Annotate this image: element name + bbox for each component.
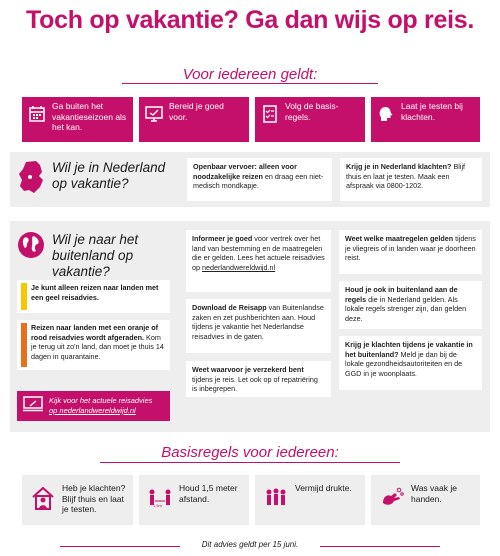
rule-bold: Reizen naar landen met een oranje of rood reisadvies wordt afgeraden. xyxy=(31,323,159,342)
card-text: Blijf thuis en laat je testen. Maak een afspraak via 0800-1202. xyxy=(346,162,466,191)
rule-yellow-advice xyxy=(17,280,170,313)
wash-hands-icon xyxy=(379,485,405,511)
footer-note: Dit advies geldt per 15 juni. xyxy=(201,540,299,549)
card-bold: Houd je ook in buitenland aan de regels xyxy=(345,285,458,304)
page-title: Toch op vakantie? Ga dan wijs op reis. xyxy=(26,6,474,34)
basic-item-crowds xyxy=(255,475,365,525)
link-line1: Kijk voor het actuele reisadvies xyxy=(49,396,153,405)
card-bold: Weet welke maatregelen gelden xyxy=(345,234,454,243)
orange-indicator xyxy=(21,323,27,367)
abroad-card-reisapp xyxy=(186,299,331,353)
basic-item-distance xyxy=(139,475,249,525)
abroad-card-inform xyxy=(186,230,331,292)
card-text: voor vertrek over het land van bestemming en de maatregelen die er gelden. Lees het actuele reisadvies op xyxy=(192,234,325,273)
card-link[interactable]: nederlandwereldwijd.nl xyxy=(202,263,276,273)
nl-question: Wil je in Nederland op vakantie? xyxy=(52,160,166,192)
card-text: die in Nederland gelden. Als lokale regels strenger zijn, dan gelden deze. xyxy=(345,294,467,324)
checklist-icon xyxy=(261,105,279,123)
card-text: tijdens je vliegreis of in landen waar je doorheen reist. xyxy=(345,234,476,263)
card-bold: Informeer je goed xyxy=(192,234,253,243)
general-item-text: Volg de basis-regels. xyxy=(285,101,339,122)
card-text: van Buitenlandse zaken en zet pushberichten aan. Houd tijdens je vakantie het Nederlandse reisadvies in de gaten. xyxy=(192,303,324,342)
card-bold: Krijg je klachten tijdens je vakantie in het buitenland? xyxy=(345,340,473,359)
rule-orange-advice xyxy=(17,320,170,370)
abroad-card-measures xyxy=(339,230,482,274)
basic-item-text: Was vaak je handen. xyxy=(411,483,457,504)
nl-card-transport xyxy=(187,158,332,201)
abroad-card-rules xyxy=(339,281,482,329)
crowd-icon xyxy=(263,485,289,511)
rule-text: Kom je terug uit zo'n land, dan moet je thuis 14 dagen in quarantaine. xyxy=(31,332,164,362)
link-line2: op nederlandwereldwijd.nl xyxy=(49,405,136,415)
globe-icon xyxy=(16,230,46,260)
section-heading-general: Voor iedereen geldt: xyxy=(182,66,318,83)
card-text: Meld je dan bij de lokale gezondheidsautoriteiten en de GGD in je woonplaats. xyxy=(345,349,463,379)
card-bold: Krijg je in Nederland klachten? xyxy=(346,162,452,171)
basic-item-stay-home xyxy=(22,475,133,525)
basic-item-text: Heb je klachten? Blijf thuis en laat je testen. xyxy=(62,483,126,515)
sick-home-icon xyxy=(30,485,56,511)
basic-item-wash-hands xyxy=(371,475,480,525)
abroad-card-complaints xyxy=(339,336,482,390)
basic-item-text: Vermijd drukte. xyxy=(295,483,352,493)
general-item-prepare xyxy=(139,97,249,142)
general-item-text: Laat je testen bij klachten. xyxy=(401,101,463,122)
abroad-card-insurance xyxy=(186,361,331,397)
yellow-indicator xyxy=(21,283,27,310)
abroad-question: Wil je naar het buitenland op vakantie? xyxy=(52,232,139,280)
general-item-text: Ga buiten het vakantieseizoen als het kan. xyxy=(52,101,127,133)
card-text: en draag een niet-medisch mondkapje. xyxy=(193,171,324,191)
reisadvies-link[interactable] xyxy=(17,391,170,421)
general-item-rules xyxy=(255,97,365,142)
speaking-head-icon xyxy=(377,105,395,123)
card-bold: Weet waarvoor je verzekerd bent xyxy=(192,365,304,374)
card-bold: Openbaar vervoer: alleen voor noodzakelijke reizen xyxy=(193,162,297,181)
section-heading-basic: Basisregels voor iedereen: xyxy=(161,444,339,461)
card-text: tijdens je reis. Let ook op of repatriëring is inbegrepen. xyxy=(192,374,318,394)
card-bold: Download de Reisapp xyxy=(192,303,267,312)
distance-label: 1,5m xyxy=(153,503,162,508)
laptop-icon xyxy=(23,396,43,412)
basic-item-text: Houd 1,5 meter afstand. xyxy=(179,483,238,504)
netherlands-map-icon xyxy=(16,160,46,194)
rule-bold: Je kunt alleen reizen naar landen met een geel reisadvies. xyxy=(31,283,159,302)
general-item-text: Bereid je goed voor. xyxy=(169,101,224,122)
nl-card-complaints xyxy=(340,158,482,201)
general-item-season xyxy=(22,97,133,142)
general-item-test xyxy=(371,97,480,142)
monitor-icon xyxy=(145,105,163,123)
divider xyxy=(100,462,400,463)
divider xyxy=(122,83,378,84)
calendar-icon xyxy=(28,105,46,123)
